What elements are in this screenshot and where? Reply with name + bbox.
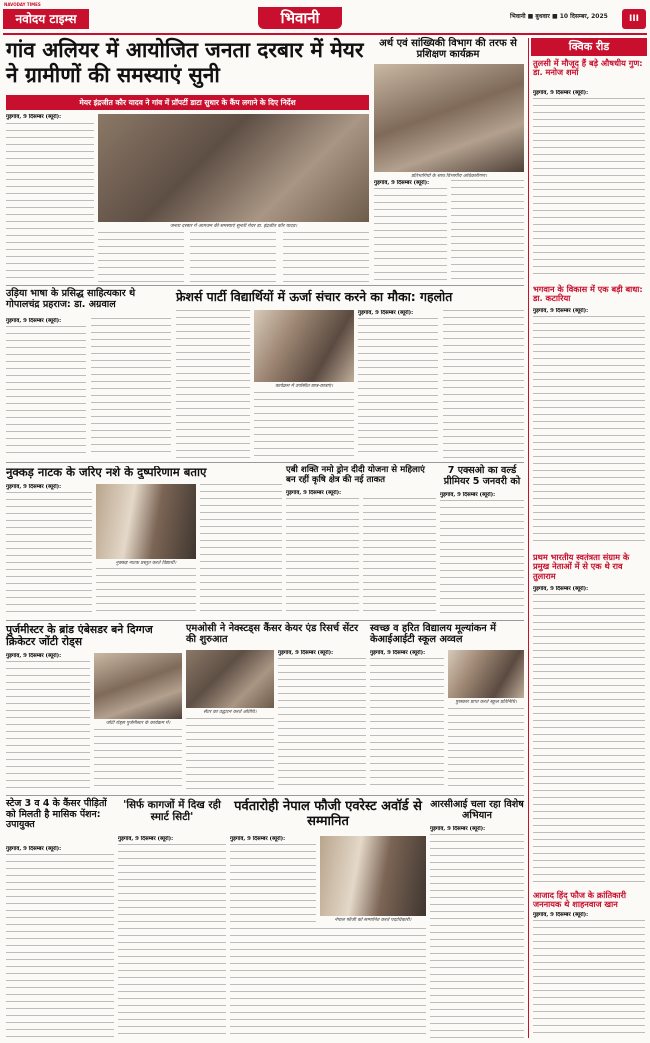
story4-body-col3 — [443, 310, 524, 458]
quick-read-item3-body — [533, 594, 645, 884]
story5-photo-caption: नुक्कड़ नाटक प्रस्तुत करते विद्यार्थी। — [115, 561, 177, 566]
lead-dateline: गुड़गांव, 9 दिसम्बर (ब्यूरो): — [6, 114, 62, 120]
story13-body-col2 — [230, 928, 426, 1038]
story10-body-col2 — [448, 708, 524, 791]
paper-logo: नवोदय टाइम्स — [3, 9, 89, 29]
dateline: भिवानी ■ बुधवार ■ 10 दिसम्बर, 2025 — [510, 13, 608, 20]
quick-read-item2-body — [533, 316, 645, 544]
story5-body-col3 — [200, 484, 282, 616]
story2-dateline: गुड़गांव, 9 दिसम्बर (ब्यूरो): — [374, 180, 430, 186]
masthead — [0, 0, 650, 36]
story8-dateline: गुड़गांव, 9 दिसम्बर (ब्यूरो): — [6, 653, 62, 659]
story3-headline: उड़िया भाषा के प्रसिद्ध साहित्यकार थे गोपालचंद्र प्रहराज: डा. अग्रवाल — [6, 288, 136, 310]
story7-headline: 7 एक्सओ का वर्ल्ड प्रीमियर 5 जनवरी को — [443, 465, 521, 487]
story10-body — [370, 658, 444, 791]
lead-body-col3 — [190, 232, 276, 282]
story10-dateline: गुड़गांव, 9 दिसम्बर (ब्यूरो): — [370, 650, 426, 656]
story2-photo — [374, 64, 524, 172]
story6-body-col2 — [363, 498, 436, 616]
story6-dateline: गुड़गांव, 9 दिसम्बर (ब्यूरो): — [286, 490, 342, 496]
story14-headline: आरसीआई चला रहा विशेष अभियान — [430, 799, 524, 821]
story7-dateline: गुड़गांव, 9 दिसम्बर (ब्यूरो): — [440, 492, 496, 498]
story10-photo-caption: पुरस्कार प्राप्त करते स्कूल प्रतिनिधि। — [455, 700, 517, 705]
story8-body-col2 — [94, 729, 182, 791]
lead-body-text — [6, 123, 94, 279]
story8-photo-caption: जोंटी रोड्स पुर्जमीस्टर के कार्यक्रम में। — [105, 721, 171, 726]
quick-read-item4-headline: आजाद हिंद फौज के क्रांतिकारी जननायक थे शाहनवाज खान — [533, 890, 626, 910]
story6-headline: एबी शक्ति नमो ड्रोन दीदी योजना से महिलाएं बन रहीं कृषि क्षेत्र की नई ताकत — [286, 465, 425, 485]
quick-read-item1-body — [533, 98, 645, 276]
story2-photo-caption: प्रतिभागियों के साथ विभागीय अधिकारीगण। — [411, 174, 487, 179]
story14-dateline: गुड़गांव, 9 दिसम्बर (ब्यूरो): — [430, 826, 486, 832]
quick-read-item1-headline: तुलसी में मौजूद हैं बड़े औषधीय गुण: डा. मनोज शर्मा — [533, 58, 643, 78]
quick-read-panel — [528, 38, 646, 1038]
story4-body-col1 — [176, 310, 250, 458]
story8-headline: पुर्जमीस्टर के ब्रांड एंबेसडर बने दिग्गज क्रिकेटर जोंटी रोड्स — [6, 623, 153, 649]
story4-headline: फ्रेशर्स पार्टी विद्यार्थियों में ऊर्जा संचार करने का मौका: गहलोत — [176, 289, 453, 304]
story5-headline: नुक्कड़ नाटक के जरिए नशे के दुष्परिणाम बताए — [6, 466, 207, 479]
story9-photo — [186, 650, 274, 708]
story9-headline: एमओसी ने नेक्स्टड्स कैंसर केयर एंड रिसर्च सेंटर की शुरुआत — [186, 623, 359, 645]
story4-dateline: गुड़गांव, 9 दिसम्बर (ब्यूरो): — [358, 310, 414, 316]
story11-headline: स्टेज 3 व 4 के कैंसर पीड़ितों को मिलती है मासिक पेंशन: उपायुक्त — [6, 798, 107, 831]
lead-subhead: मेयर इंद्रजीत कौर यादव ने गांव में प्रॉपर्टी डाटा सुधार के कैंप लगाने के दिए निर्देश — [6, 95, 369, 110]
quick-read-label: क्विक रीड — [531, 38, 647, 56]
top-tag: NAVODAY TIMES — [4, 2, 41, 7]
story5-body-col2 — [96, 568, 196, 616]
story4-body-col4 — [254, 392, 354, 458]
story2-headline: अर्थ एवं सांख्यिकी विभाग की तरफ से प्रशिक्षण कार्यक्रम — [379, 38, 517, 61]
story3-dateline: गुड़गांव, 9 दिसम्बर (ब्यूरो): — [6, 318, 62, 324]
lead-body-col1 — [6, 114, 94, 280]
lead-photo — [98, 114, 369, 222]
quick-read-item4-body — [533, 920, 645, 1036]
story13-photo-caption: नेपाल फौजी को सम्मानित करते पदाधिकारी। — [334, 918, 412, 923]
row-divider-2 — [6, 462, 524, 463]
lead-body-col4 — [283, 232, 369, 282]
story14-body — [430, 834, 524, 1038]
quick-read-item2-headline: भगवान के विकास में एक बड़ी बाधा: डा. कटारिया — [533, 284, 643, 304]
lead-body-col2 — [98, 232, 184, 282]
row-divider-3 — [6, 620, 524, 621]
story13-dateline: गुड़गांव, 9 दिसम्बर (ब्यूरो): — [230, 836, 286, 842]
story4-photo-caption: कार्यक्रम में उपस्थित छात्र-छात्राएं। — [275, 384, 333, 389]
story9-photo-caption: सेंटर का उद्घाटन करते अतिथि। — [203, 710, 257, 715]
page-number: III — [622, 9, 646, 29]
story3-body — [6, 326, 86, 458]
quick-read-item3-headline: प्रथम भारतीय स्वतंत्रता संग्राम के प्रमुख नेताओं में से एक थे राव तुलाराम — [533, 552, 630, 581]
story7-body — [440, 500, 524, 616]
quick-read-dateline-4: गुड़गांव, 9 दिसम्बर (ब्यूरो): — [533, 912, 589, 918]
quick-read-dateline-1: गुड़गांव, 9 दिसम्बर (ब्यूरो): — [533, 90, 589, 96]
story2-body-col2 — [451, 180, 524, 280]
story13-headline: पर्वतारोही नेपाल फौजी एवरेस्ट अवॉर्ड से सम्मानित — [234, 799, 422, 829]
row-divider-4 — [6, 795, 524, 796]
story5-body — [6, 492, 92, 616]
story5-dateline: गुड़गांव, 9 दिसम्बर (ब्यूरो): — [6, 484, 62, 490]
story10-headline: स्वच्छ व हरित विद्यालय मूल्यांकन में केआईआईटी स्कूल अव्वल — [370, 623, 496, 645]
section-tab: भिवानी — [258, 7, 342, 29]
masthead-rule — [3, 33, 647, 35]
story12-dateline: गुड़गांव, 9 दिसम्बर (ब्यूरो): — [118, 836, 174, 842]
lead-headline: गांव अलियर में आयोजित जनता दरबार में मेयर ने ग्रामीणों की समस्याएं सुनी — [6, 38, 364, 87]
story10-photo — [448, 650, 524, 698]
story13-photo — [320, 836, 426, 916]
story3-body-col2 — [91, 318, 171, 458]
story12-headline: 'सिर्फ कागजों में दिख रही स्मार्ट सिटी' — [123, 799, 221, 823]
story6-body — [286, 498, 359, 616]
story9-body — [278, 658, 366, 791]
story9-dateline: गुड़गांव, 9 दिसम्बर (ब्यूरो): — [278, 650, 334, 656]
story12-body — [118, 844, 226, 1038]
story4-photo — [254, 310, 354, 382]
story8-body — [6, 661, 90, 791]
story4-body-col2 — [358, 318, 438, 458]
story13-body — [230, 844, 316, 924]
story9-body-col2 — [186, 718, 274, 791]
quick-read-dateline-3: गुड़गांव, 9 दिसम्बर (ब्यूरो): — [533, 586, 589, 592]
story11-dateline: गुड़गांव, 9 दिसम्बर (ब्यूरो): — [6, 846, 62, 852]
story8-photo — [94, 653, 182, 719]
quick-read-dateline-2: गुड़गांव, 9 दिसम्बर (ब्यूरो): — [533, 308, 589, 314]
story2-body — [374, 188, 447, 280]
lead-photo-caption: जनता दरबार में आमजन की समस्याएं सुनती मेयर डा. इंद्रजीत कौर यादव। — [169, 224, 298, 229]
story11-body — [6, 854, 114, 1038]
story5-photo — [96, 484, 196, 559]
row-divider-1 — [6, 285, 524, 286]
